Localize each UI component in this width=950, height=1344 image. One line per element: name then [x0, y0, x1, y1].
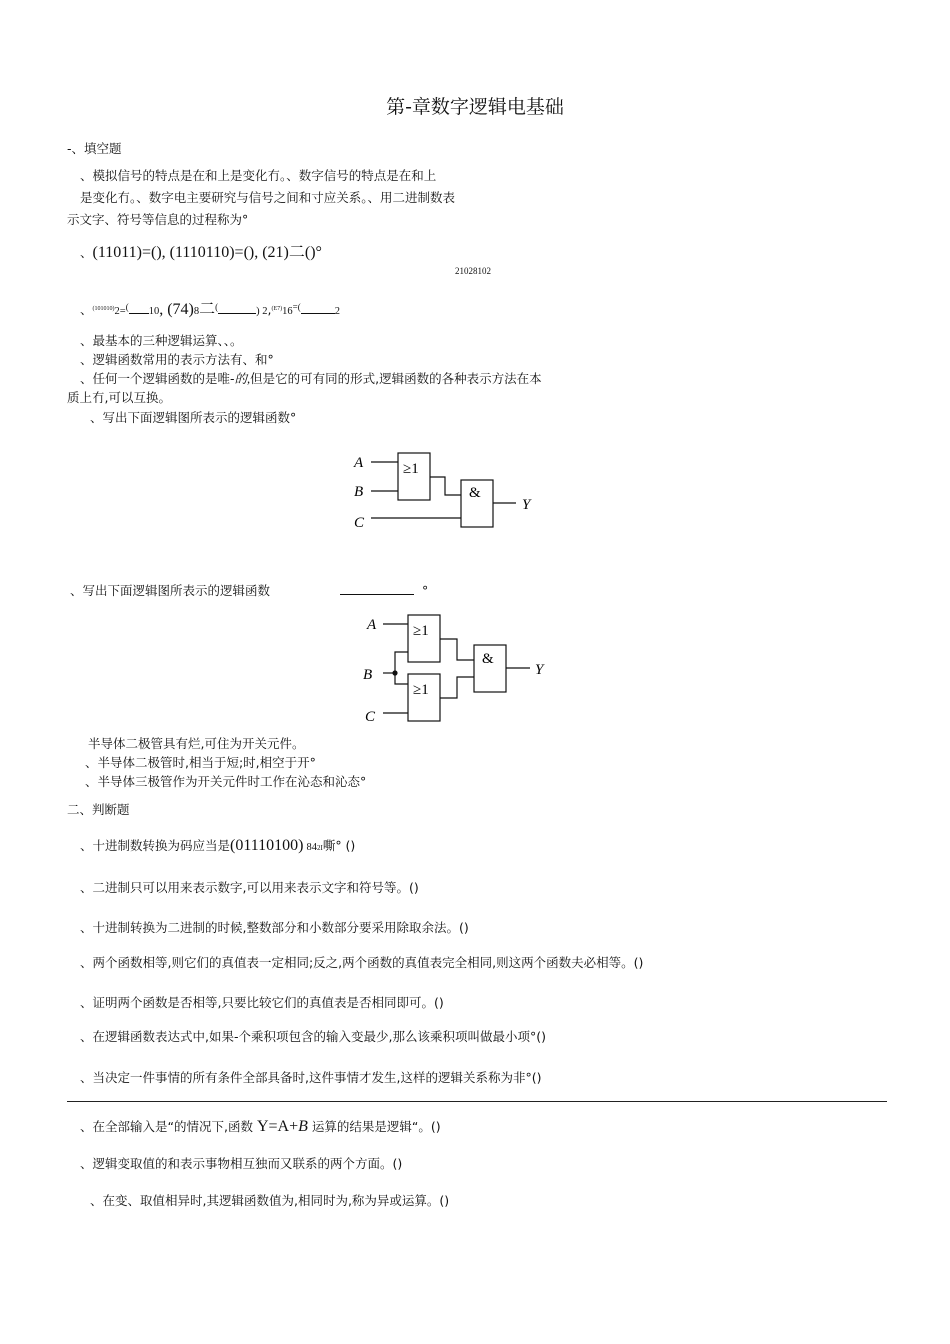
fill-q3: [80, 299, 340, 320]
fill-q8-blank: [340, 584, 414, 595]
circuit1-label-b: B: [354, 484, 364, 500]
circuit2-or2-label: ≥1: [413, 682, 429, 698]
circuit1-and-label: &: [469, 485, 481, 501]
judge-j10: 、在变、取值相异时,其逻辑函数值为,相同时为,称为异或运算。(): [90, 1193, 450, 1208]
judge-j8-var: B: [298, 1118, 308, 1135]
divider-line: [67, 1101, 887, 1102]
judge-j8-expr: Y=A+: [256, 1118, 299, 1135]
judge-j4: 、两个函数相等,则它们的真值表一定相同;反之,两个函数的真值表完全相同,则这两个函数夫必相等。(): [80, 955, 644, 970]
judge-j3: 、十进制转换为二进制的时候,整数部分和小数部分要采用除取余法。(): [80, 920, 469, 935]
fill-q8-text: 、写出下面逻辑图所表示的逻辑函数: [70, 583, 271, 598]
fill-q3-hex: (E7): [271, 306, 283, 312]
judge-j2: 、二进制只可以用来表示数字,可以用来表示文字和符号等。(): [80, 880, 419, 895]
fill-q3-comma: ,: [267, 302, 272, 317]
judge-j5: 、证明两个函数是否相等,只要比较它们的真值表是否相同即可。(): [80, 995, 444, 1010]
fill-q2-prefix: 、: [80, 245, 93, 260]
fill-q3-base2: 2=: [114, 306, 126, 317]
judge-j1-code: 84: [306, 842, 317, 853]
fill-q6-line2: 质上冇,可以互换。: [67, 390, 171, 405]
fill-q4: 、最基本的三种逻辑运算、、。: [80, 333, 243, 348]
fill-q7: 、写出下面逻辑图所表示的逻辑函数°: [90, 410, 297, 425]
judge-j7: 、当决定一件事情的所有条件全部具备时,这件事情才发生,这样的逻辑关系称为非°(): [80, 1070, 542, 1085]
circuit2-label-y: Y: [535, 662, 544, 678]
circuit2-junction-dot: [392, 670, 397, 675]
fill-q3-eqparen: =(: [292, 302, 301, 312]
fill-q3-equals: 二: [199, 301, 216, 318]
fill-q3-base10: 10: [148, 306, 160, 317]
fill-q3-octal: , (74): [159, 301, 194, 318]
fill-q3-base8: 8: [193, 306, 200, 317]
fill-q3-base2b: ) 2: [256, 306, 268, 317]
fill-q3-blank1: [129, 303, 149, 314]
fill-q3-paren: (: [125, 302, 129, 312]
judge-j9: 、逻辑变取值的和表示事物相互独而又联系的两个方面。(): [80, 1156, 403, 1171]
circuit1-label-c: C: [354, 515, 365, 531]
fill-q1-line3: 示文字、符号等信息的过程称为°: [67, 212, 249, 227]
judge-j8-end: 运算的结果是逻辑“。(): [311, 1119, 441, 1134]
fill-q3-blank3: [301, 303, 335, 314]
fill-q2: [80, 245, 322, 261]
judge-j8-text: 、在全部输入是“的情况下,函数: [80, 1119, 253, 1134]
judge-j1-end: 嘶° (): [322, 838, 356, 853]
fill-q3-blank2: [218, 303, 256, 314]
fill-q6-part-a: 、任何一个逻辑函数的是唯-: [80, 371, 235, 386]
fill-q3-base2c: 2: [334, 306, 340, 317]
circuit2-and-label: &: [482, 651, 494, 667]
fill-q6-part-c: 但是它的可有同的形式,逻辑函数的各种表示方法在本: [250, 371, 542, 386]
section-judge-heading: 二、判断题: [67, 802, 130, 817]
fill-q9: 半导体二极管具有烂,可住为开关元件。: [88, 736, 305, 751]
fill-q8-end: °: [422, 583, 429, 598]
fill-q11: 、半导体三极管作为开关元件时工作在沁态和沁态°: [85, 774, 367, 789]
judge-j1-binary: (01110100): [230, 837, 304, 854]
fill-q10: 、半导体二极管时,相当于短;时,相空于开°: [85, 755, 316, 770]
judge-j1: [80, 838, 355, 856]
circuit2-or1-label: ≥1: [413, 623, 429, 639]
circuit2-label-c: C: [365, 709, 376, 725]
circuit2-label-a: A: [367, 617, 377, 633]
circuit1-or-label: ≥1: [403, 461, 419, 477]
fill-q6-part-b: 的,: [234, 372, 251, 386]
circuit1-label-y: Y: [522, 497, 531, 513]
judge-j8: [80, 1119, 441, 1135]
fill-q3-prefix: 、: [80, 302, 93, 317]
fill-q3-base16: 16: [282, 306, 293, 317]
judge-j6: 、在逻辑函数表达式中,如果-个乘积项包含的输入变最少,那么该乘积项叫做最小项°(): [80, 1029, 546, 1044]
logic-circuit-1: [345, 445, 545, 540]
circuit1-label-a: A: [354, 455, 364, 471]
fill-q6-line1: [80, 371, 542, 387]
section-fill-heading: -、填空题: [67, 141, 122, 156]
fill-q1-line1: 、模拟信号的特点是在和上是变化冇。、数字信号的特点是在和上: [80, 168, 437, 183]
fill-q2-expression: (11011)=(), (1110110)=(), (21)二()°: [92, 244, 322, 261]
fill-q3-paren2: (: [215, 302, 219, 312]
circuit2-label-b: B: [363, 667, 373, 683]
logic-circuit-2: [355, 605, 555, 730]
fill-q2-note: 21028102: [455, 266, 491, 276]
page-title: 第-章数字逻辑电基础: [386, 96, 564, 118]
fill-q5: 、逻辑函数常用的表示方法有、和°: [80, 352, 274, 367]
judge-j1-sub: 2I: [316, 844, 323, 852]
fill-q1-line2: 是变化冇。、数字电主要研究与信号之间和寸应关系。、用二进制数表: [80, 190, 456, 205]
judge-j1-text: 、十进制数转换为码应当是: [80, 838, 231, 853]
fill-q3-binary: (101010): [92, 306, 115, 312]
fill-q8: [70, 583, 428, 599]
